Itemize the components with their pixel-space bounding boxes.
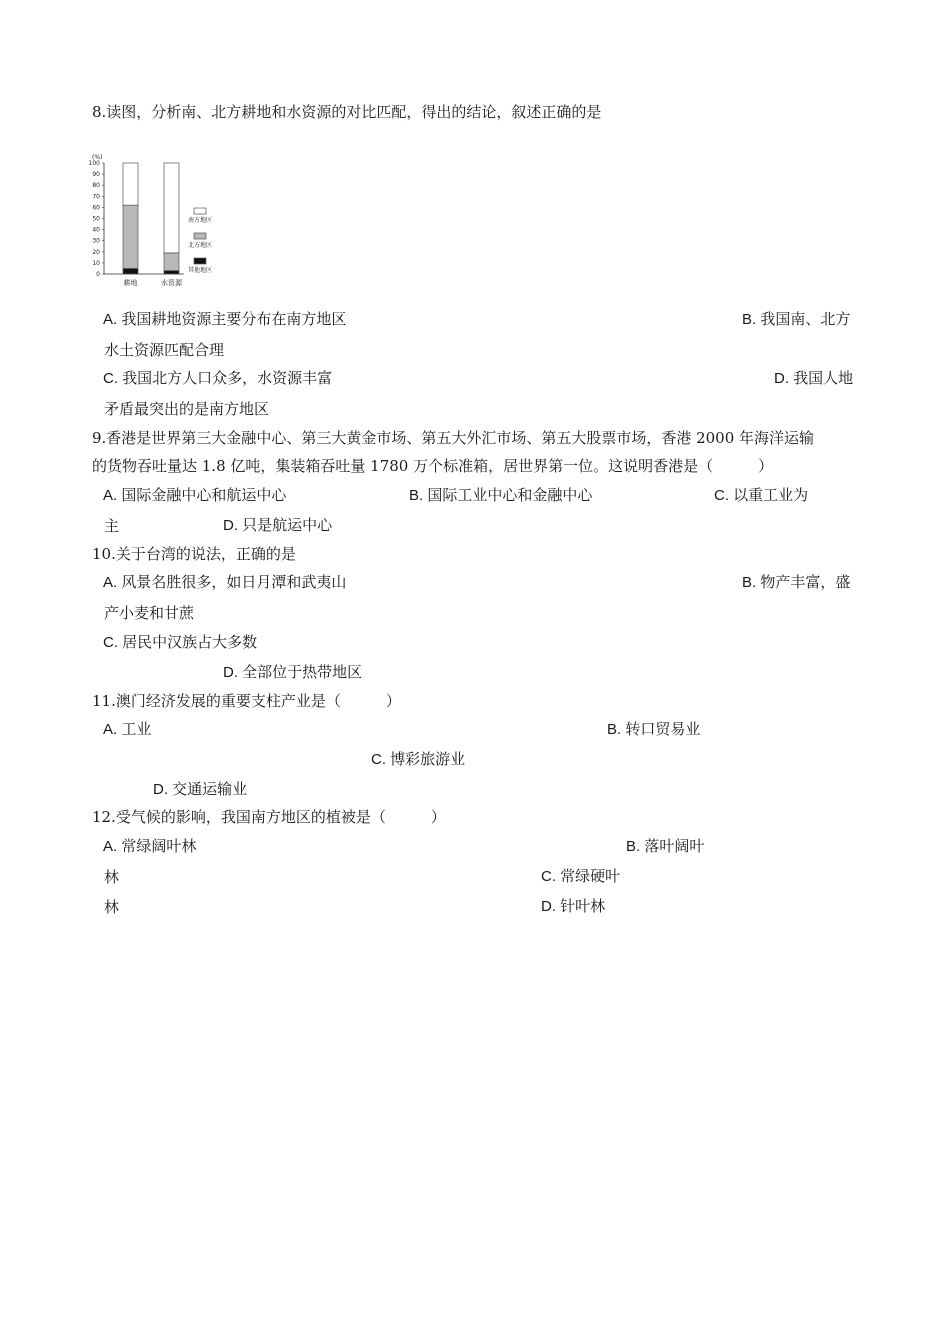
q9-option-d[interactable]: D. 只是航运中心 <box>223 517 333 534</box>
q12-stem: 12.受气候的影响，我国南方地区的植被是（ ） <box>92 808 446 826</box>
chart-y-tick-label: 80 <box>92 182 100 190</box>
q8-option-a[interactable]: A. 我国耕地资源主要分布在南方地区 <box>103 311 347 328</box>
q10-option-c[interactable]: C. 居民中汉族占大多数 <box>103 634 258 651</box>
chart-y-tick-label: 50 <box>92 215 100 223</box>
q10-option-a[interactable]: A. 风景名胜很多，如日月潭和武夷山 <box>103 574 347 591</box>
q12-option-c-continued[interactable]: 林 <box>104 898 120 916</box>
q8-stem: 8.读图，分析南、北方耕地和水资源的对比匹配，得出的结论，叙述正确的是 <box>92 103 602 121</box>
q12-option-b[interactable]: B. 落叶阔叶 <box>626 838 705 855</box>
chart-legend-label: 南方地区 <box>187 217 213 224</box>
chart-y-tick-label: 10 <box>92 259 100 267</box>
q9-option-b[interactable]: B. 国际工业中心和金融中心 <box>409 487 593 504</box>
q9-stem-line1: 9.香港是世界第三大金融中心、第三大黄金市场、第五大外汇市场、第五大股票市场，香港 2000 年海洋运输 <box>92 429 815 447</box>
chart-legend-swatch <box>194 208 206 214</box>
q10-option-d[interactable]: D. 全部位于热带地区 <box>223 664 363 681</box>
chart-y-axis-label: (%) <box>92 154 103 161</box>
q12-option-d[interactable]: D. 针叶林 <box>541 898 606 915</box>
q10-option-b-continued[interactable]: 产小麦和甘蔗 <box>104 604 195 622</box>
chart-legend-label: 其他地区 <box>187 267 213 274</box>
q9-option-a[interactable]: A. 国际金融中心和航运中心 <box>103 487 287 504</box>
chart-y-tick-label: 0 <box>96 271 100 278</box>
q11-option-d[interactable]: D. 交通运输业 <box>153 781 248 798</box>
q11-option-b[interactable]: B. 转口贸易业 <box>607 721 701 738</box>
q10-stem: 10.关于台湾的说法，正确的是 <box>92 545 296 563</box>
chart-bar-segment <box>123 163 138 205</box>
chart-y-tick-label: 20 <box>92 248 100 256</box>
q12-option-a[interactable]: A. 常绿阔叶林 <box>103 838 197 855</box>
q9-option-c[interactable]: C. 以重工业为 <box>714 487 809 504</box>
chart-bar-segment <box>164 163 179 253</box>
chart-y-tick-label: 30 <box>92 237 100 245</box>
chart-x-tick-label: 水资源 <box>161 279 182 287</box>
chart-legend-label: 北方地区 <box>187 242 213 249</box>
chart-x-tick-label: 耕地 <box>123 279 138 287</box>
chart-x-labels <box>124 278 183 287</box>
chart-bar-segment <box>164 271 179 274</box>
chart-legend-swatch <box>194 233 206 239</box>
chart-bar-segment <box>164 253 179 271</box>
q8-option-b[interactable]: B. 我国南、北方 <box>742 311 851 328</box>
q9-option-c-continued[interactable]: 主 <box>104 517 120 535</box>
chart-bar-segment <box>123 205 138 268</box>
q8-option-d[interactable]: D. 我国人地 <box>774 370 854 387</box>
chart-legend-swatch <box>194 258 206 264</box>
chart-y-tick-label: 70 <box>92 193 100 201</box>
q9-stem-line2: 的货物吞吐量达 1.8 亿吨，集装箱吞吐量 1780 万个标准箱，居世界第一位。这说明香港是（ ） <box>92 457 774 475</box>
chart-y-tick-label: 60 <box>92 204 100 212</box>
chart-legend <box>188 208 212 274</box>
q11-stem: 11.澳门经济发展的重要支柱产业是（ ） <box>92 692 401 710</box>
q11-option-a[interactable]: A. 工业 <box>103 721 152 738</box>
chart-y-tick-label: 90 <box>92 171 100 179</box>
q8-option-d-continued[interactable]: 矛盾最突出的是南方地区 <box>104 400 270 418</box>
chart-bar-segment <box>123 268 138 274</box>
chart-y-tick-label: 100 <box>88 160 100 167</box>
q8-option-c[interactable]: C. 我国北方人口众多，水资源丰富 <box>103 370 333 387</box>
q11-option-c[interactable]: C. 博彩旅游业 <box>371 751 466 768</box>
q12-option-b-continued[interactable]: 林 <box>104 868 120 886</box>
q10-option-b[interactable]: B. 物产丰富，盛 <box>742 574 851 591</box>
chart-bars <box>123 163 179 274</box>
q8-option-b-continued[interactable]: 水土资源匹配合理 <box>104 341 225 359</box>
chart-y-tick-label: 40 <box>92 226 100 234</box>
q8-stacked-bar-chart <box>88 150 228 292</box>
q12-option-c[interactable]: C. 常绿硬叶 <box>541 868 621 885</box>
